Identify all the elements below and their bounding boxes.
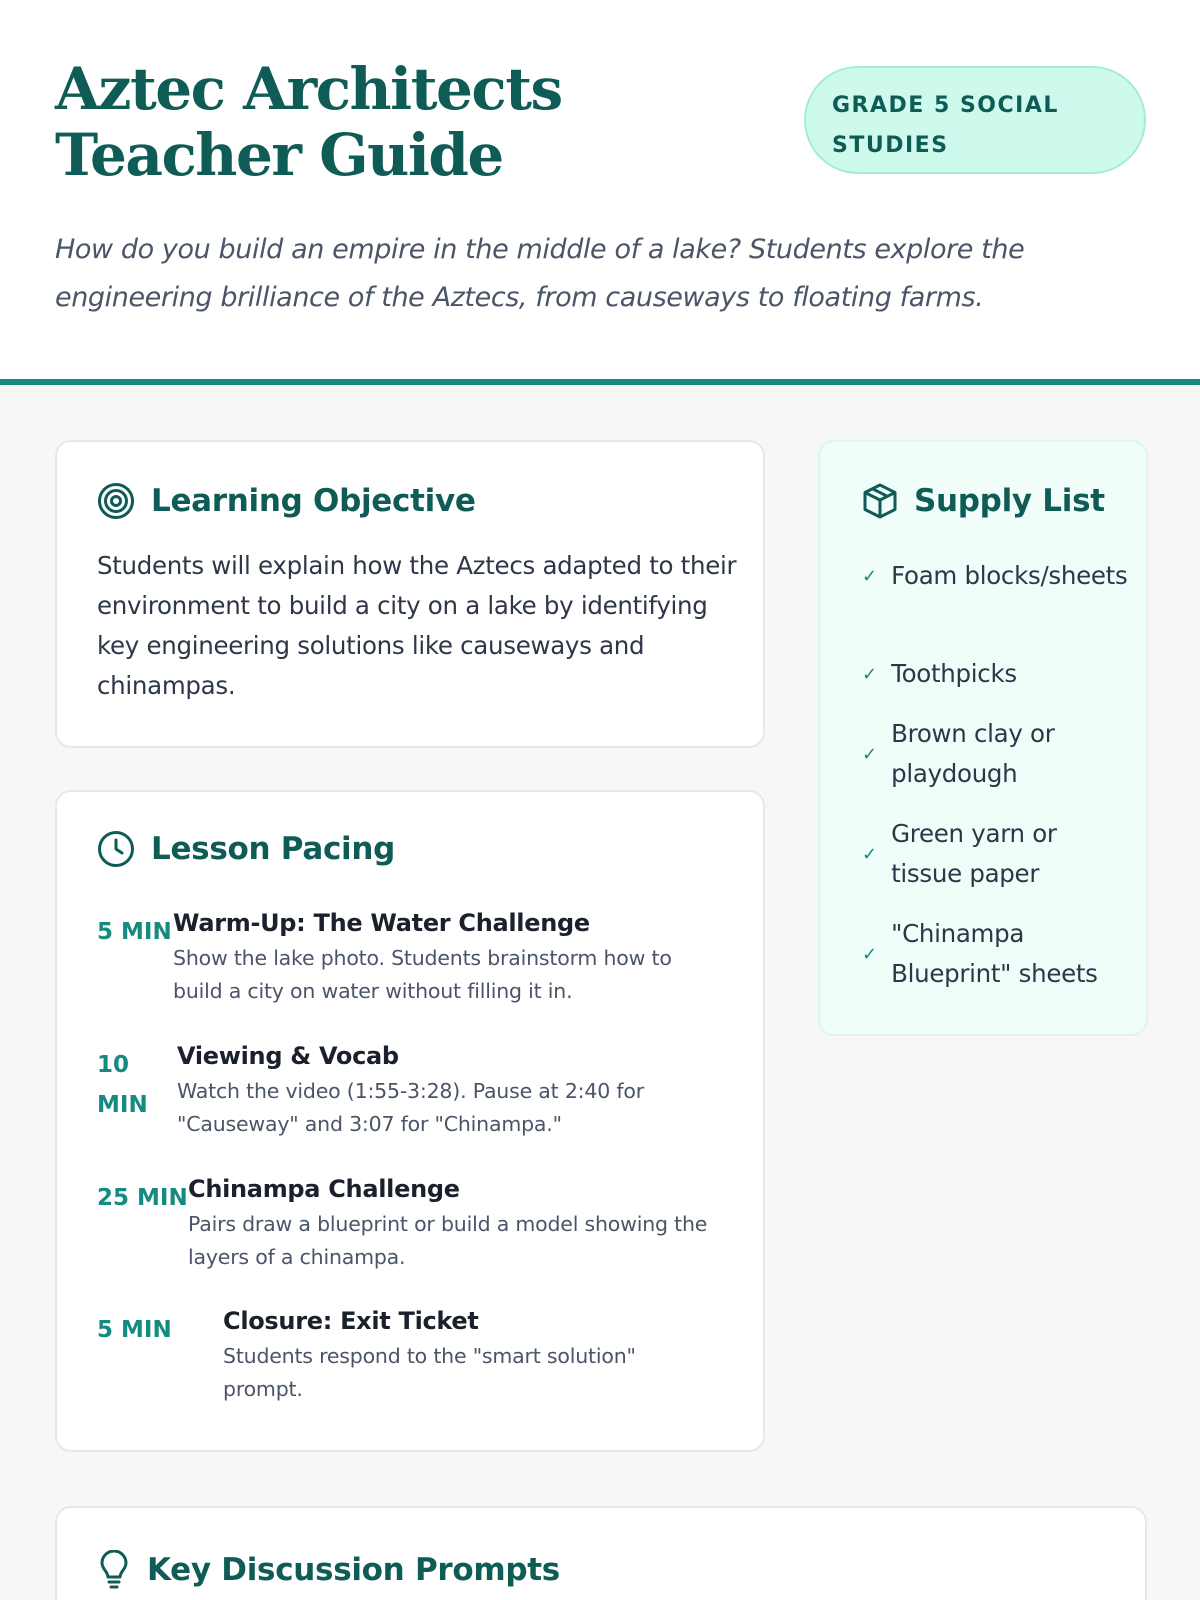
pacing-heading: Closure: Exit Ticket	[223, 1307, 479, 1335]
pacing-description: Show the lake photo. Students brainstorm how to build a city on water without filling it in.	[173, 946, 672, 1003]
pacing-description: Students respond to the "smart solution" prompt.	[223, 1344, 636, 1401]
check-icon: ✓	[862, 743, 878, 765]
learning-objective-title: Learning Objective	[151, 483, 476, 519]
supply-item-label: Brown clay or playdough	[891, 719, 1055, 788]
supply-item-label: Toothpicks	[891, 659, 1017, 688]
supply-item	[862, 814, 1132, 894]
supply-list-heading	[862, 482, 1105, 520]
supply-list-card	[818, 440, 1148, 1036]
pacing-heading: Warm-Up: The Water Challenge	[173, 909, 590, 937]
pacing-heading: Viewing & Vocab	[177, 1042, 399, 1070]
pacing-description: Pairs draw a blueprint or build a model showing the layers of a chinampa.	[188, 1212, 708, 1269]
learning-objective-text: Students will explain how the Aztecs adapted to their environment to build a city on a lake by identifying key engineering solutions like causeways and chinampas.	[97, 551, 737, 700]
page-header	[0, 0, 1200, 385]
supply-item	[862, 556, 1132, 596]
learning-objective-heading	[97, 482, 476, 520]
check-icon: ✓	[862, 663, 878, 685]
pacing-heading: Chinampa Challenge	[188, 1175, 460, 1203]
pacing-time: 5 MIN	[97, 919, 172, 945]
box-icon	[862, 482, 898, 520]
supply-list-title: Supply List	[914, 483, 1105, 519]
pacing-time: 5 MIN	[97, 1317, 172, 1343]
discussion-prompts-card	[55, 1506, 1147, 1600]
grade-badge: GRADE 5 SOCIAL STUDIES	[804, 66, 1146, 174]
supply-item	[862, 714, 1132, 794]
learning-objective-card	[55, 440, 765, 748]
lesson-pacing-title: Lesson Pacing	[151, 831, 396, 867]
discussion-prompts-title: Key Discussion Prompts	[147, 1552, 560, 1588]
pacing-description: Watch the video (1:55-3:28). Pause at 2:40 for "Causeway" and 3:07 for "Chinampa."	[177, 1079, 644, 1136]
pacing-time: 25 MIN	[97, 1185, 188, 1211]
clock-icon	[97, 830, 135, 868]
supply-item-label: Foam blocks/sheets	[891, 561, 1128, 590]
supply-item-label: Green yarn or tissue paper	[891, 819, 1057, 888]
supply-item	[862, 914, 1132, 994]
pacing-time: 10 MIN	[97, 1052, 148, 1118]
target-icon	[97, 482, 135, 520]
check-icon: ✓	[862, 943, 878, 965]
check-icon: ✓	[862, 843, 878, 865]
page-subtitle: How do you build an empire in the middle of a lake? Students explore the engineering brilliance of the Aztecs, from causeways to floating farms.	[55, 234, 1025, 313]
supply-item	[862, 654, 1132, 694]
discussion-prompts-heading	[97, 1550, 560, 1590]
page-title: Aztec Architects Teacher Guide	[55, 55, 562, 189]
lesson-pacing-card	[55, 790, 765, 1452]
lightbulb-icon	[97, 1550, 131, 1590]
supply-item-label: "Chinampa Blueprint" sheets	[891, 919, 1098, 988]
check-icon: ✓	[862, 565, 878, 587]
lesson-pacing-heading	[97, 830, 395, 868]
